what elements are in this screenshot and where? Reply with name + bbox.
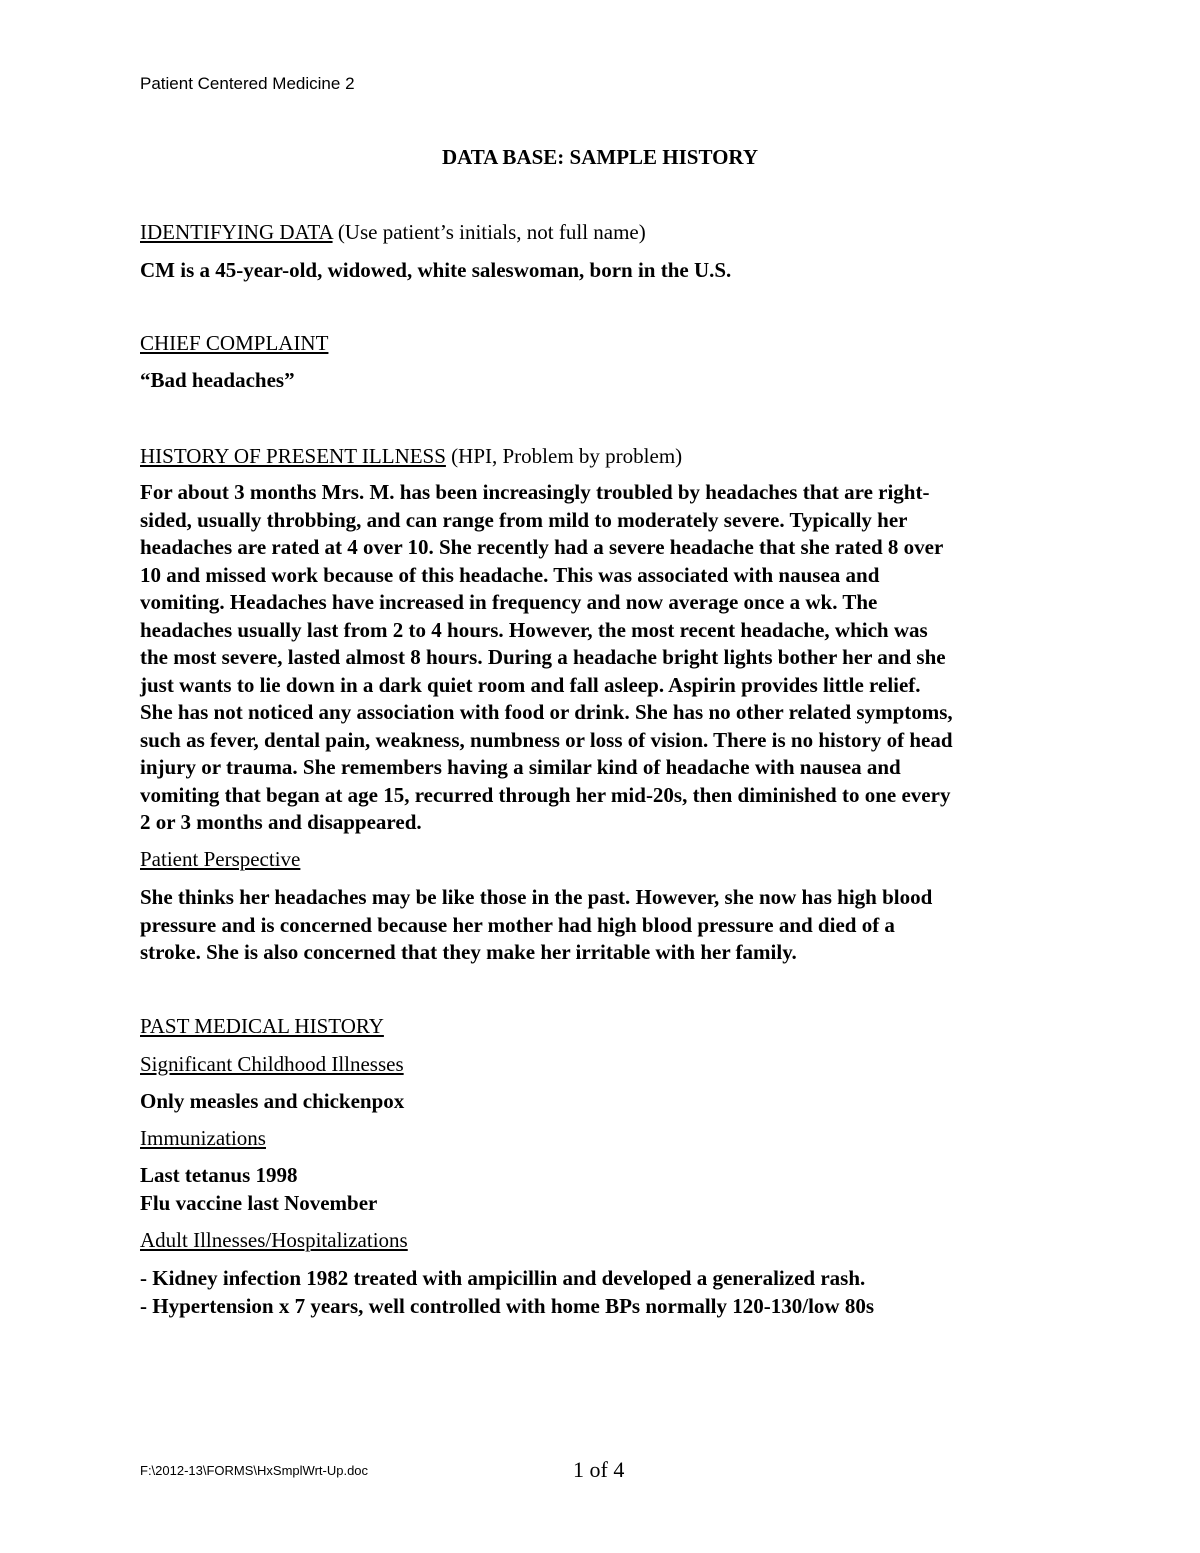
chief-complaint-label: CHIEF COMPLAINT — [140, 331, 329, 355]
chief-complaint-text: “Bad headaches” — [140, 368, 295, 392]
hpi-line: the most severe, lasted almost 8 hours. During a headache bright lights bother her and she — [140, 645, 946, 669]
identifying-data-note: (Use patient’s initials, not full name) — [332, 220, 646, 244]
identifying-data-heading — [140, 220, 646, 245]
adult-illnesses-list — [140, 1265, 1065, 1320]
document-title: DATA BASE: SAMPLE HISTORY — [441, 145, 759, 169]
immunizations-heading: Immunizations — [140, 1126, 266, 1150]
footer-page-number: 1 of 4 — [573, 1457, 625, 1482]
footer-file-path: F:\2012-13\FORMS\HxSmplWrt-Up.doc — [140, 1463, 369, 1478]
hpi-line: She has not noticed any association with food or drink. She has no other related symptoms, — [140, 700, 953, 724]
immunization-item: Last tetanus 1998 — [140, 1163, 298, 1187]
hpi-line: vomiting that began at age 15, recurred through her mid-20s, then diminished to one every — [140, 782, 951, 807]
adult-illnesses-heading: Adult Illnesses/Hospitalizations — [140, 1228, 408, 1252]
identifying-data-label: IDENTIFYING DATA — [140, 220, 333, 244]
hpi-heading — [140, 444, 682, 469]
adult-illness-item: - Hypertension x 7 years, well controlled with home BPs normally 120-130/low 80s — [140, 1293, 874, 1318]
perspective-line: She thinks her headaches may be like those in the past. However, she now has high blood — [140, 885, 933, 909]
hpi-line: such as fever, dental pain, weakness, numbness or loss of vision. There is no history of head — [140, 727, 953, 752]
identifying-data-text: CM is a 45-year-old, widowed, white saleswoman, born in the U.S. — [140, 258, 732, 282]
patient-perspective-heading: Patient Perspective — [140, 847, 301, 871]
childhood-illnesses-heading: Significant Childhood Illnesses — [140, 1052, 404, 1076]
hpi-line: headaches are rated at 4 over 10. She recently had a severe headache that she rated 8 over — [140, 535, 944, 559]
hpi-paragraph — [140, 479, 1065, 837]
hpi-line: sided, usually throbbing, and can range from mild to moderately severe. Typically her — [140, 507, 908, 532]
perspective-line: stroke. She is also concerned that they make her irritable with her family. — [140, 940, 797, 964]
immunizations-list — [140, 1162, 1065, 1217]
page-header: Patient Centered Medicine 2 — [140, 74, 355, 93]
hpi-line: For about 3 months Mrs. M. has been increasingly troubled by headaches that are right- — [140, 480, 930, 504]
hpi-line: headaches usually last from 2 to 4 hours. However, the most recent headache, which was — [140, 617, 928, 642]
patient-perspective-paragraph — [140, 884, 1065, 967]
hpi-line: 10 and missed work because of this headache. This was associated with nausea and — [140, 562, 880, 587]
hpi-line: injury or trauma. She remembers having a similar kind of headache with nausea and — [140, 755, 901, 779]
past-medical-history-label: PAST MEDICAL HISTORY — [140, 1014, 384, 1038]
hpi-note: (HPI, Problem by problem) — [445, 444, 683, 468]
hpi-line: vomiting. Headaches have increased in frequency and now average once a wk. The — [140, 590, 878, 614]
immunization-item: Flu vaccine last November — [140, 1190, 378, 1215]
chief-complaint-heading — [140, 331, 328, 356]
perspective-line: pressure and is concerned because her mother had high blood pressure and died of a — [140, 912, 895, 937]
adult-illness-item: - Kidney infection 1982 treated with ampicillin and developed a generalized rash. — [140, 1266, 866, 1290]
childhood-illnesses-text: Only measles and chickenpox — [140, 1089, 405, 1113]
hpi-label: HISTORY OF PRESENT ILLNESS — [140, 444, 446, 468]
past-medical-history-heading — [140, 1014, 384, 1039]
hpi-line: 2 or 3 months and disappeared. — [140, 810, 422, 834]
hpi-line: just wants to lie down in a dark quiet room and fall asleep. Aspirin provides little relief. — [140, 672, 921, 697]
